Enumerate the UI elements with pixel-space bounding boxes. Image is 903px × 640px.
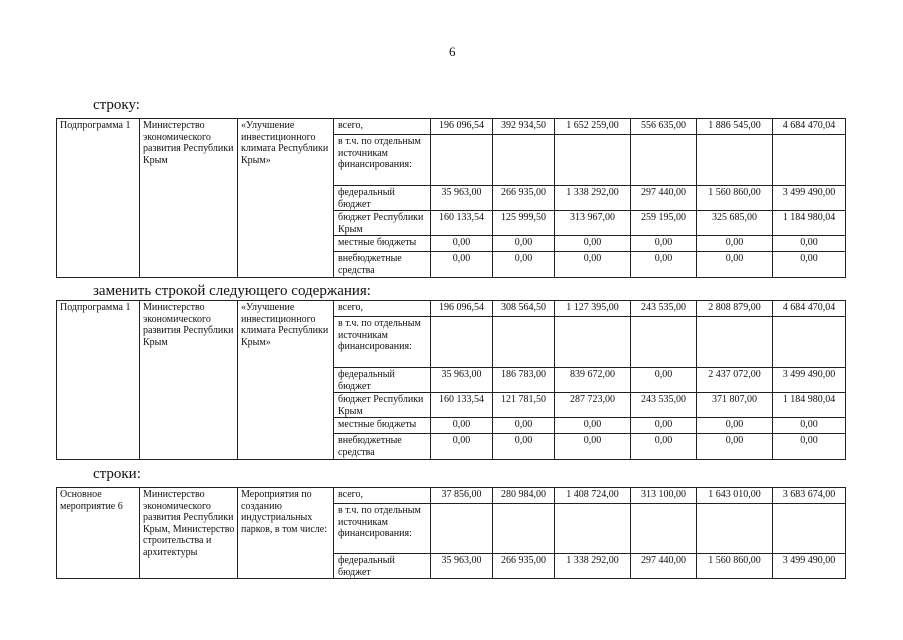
value-cell: 186 783,00 [493,368,555,393]
value-cell: 121 781,50 [493,393,555,418]
value-cell: 125 999,50 [493,211,555,236]
row-label: в т.ч. по отдельным источникам финансирования: [334,504,431,554]
value-cell: 556 635,00 [631,119,697,135]
value-cell [773,504,846,554]
executor-cell: Министерство экономического развития Республики Крым [140,301,238,460]
value-cell: 0,00 [773,434,846,460]
value-cell: 313 100,00 [631,488,697,504]
executor-cell: Министерство экономического развития Республики Крым [140,119,238,278]
program-title-cell: Мероприятия по созданию индустриальных парков, в том числе: [238,488,334,579]
row-label: местные бюджеты [334,418,431,434]
value-cell: 308 564,50 [493,301,555,317]
value-cell: 1 184 980,04 [773,211,846,236]
value-cell: 160 133,54 [431,393,493,418]
value-cell [631,317,697,368]
value-cell: 287 723,00 [555,393,631,418]
row-label: всего, [334,488,431,504]
value-cell: 0,00 [631,434,697,460]
value-cell: 4 684 470,04 [773,119,846,135]
value-cell: 325 685,00 [697,211,773,236]
value-cell [631,504,697,554]
value-cell: 0,00 [493,418,555,434]
value-cell [697,317,773,368]
value-cell: 392 934,50 [493,119,555,135]
value-cell: 297 440,00 [631,554,697,579]
value-cell: 371 807,00 [697,393,773,418]
value-cell: 280 984,00 [493,488,555,504]
section-heading: строку: [93,97,140,113]
value-cell: 1 886 545,00 [697,119,773,135]
value-cell: 196 096,54 [431,119,493,135]
value-cell: 266 935,00 [493,554,555,579]
value-cell: 0,00 [697,434,773,460]
value-cell [493,135,555,186]
value-cell: 0,00 [555,252,631,278]
value-cell: 3 499 490,00 [773,186,846,211]
row-label: федеральный бюджет [334,554,431,579]
value-cell: 0,00 [431,252,493,278]
budget-table [56,300,846,460]
value-cell: 1 338 292,00 [555,554,631,579]
value-cell: 0,00 [697,236,773,252]
value-cell: 0,00 [631,368,697,393]
row-label: федеральный бюджет [334,186,431,211]
value-cell [773,135,846,186]
value-cell [555,135,631,186]
value-cell [493,317,555,368]
value-cell: 35 963,00 [431,554,493,579]
program-title-cell: «Улучшение инвестиционного климата Республики Крым» [238,301,334,460]
row-label: всего, [334,301,431,317]
value-cell: 2 808 879,00 [697,301,773,317]
value-cell: 0,00 [631,418,697,434]
value-cell: 37 856,00 [431,488,493,504]
value-cell: 0,00 [493,434,555,460]
value-cell: 266 935,00 [493,186,555,211]
row-label: всего, [334,119,431,135]
value-cell: 1 560 860,00 [697,554,773,579]
value-cell: 35 963,00 [431,368,493,393]
value-cell: 0,00 [431,434,493,460]
value-cell: 0,00 [431,418,493,434]
value-cell: 3 683 674,00 [773,488,846,504]
value-cell: 0,00 [555,418,631,434]
value-cell [773,317,846,368]
budget-table [56,118,846,278]
value-cell: 0,00 [493,236,555,252]
value-cell: 0,00 [773,252,846,278]
section-heading: строки: [93,466,141,482]
program-name-cell: Основное мероприятие 6 [57,488,140,579]
value-cell: 2 437 072,00 [697,368,773,393]
value-cell: 1 560 860,00 [697,186,773,211]
value-cell: 259 195,00 [631,211,697,236]
row-label: бюджет Республики Крым [334,393,431,418]
value-cell [697,135,773,186]
value-cell: 313 967,00 [555,211,631,236]
row-label: местные бюджеты [334,236,431,252]
value-cell: 1 184 980,04 [773,393,846,418]
value-cell: 160 133,54 [431,211,493,236]
value-cell: 3 499 490,00 [773,368,846,393]
value-cell: 0,00 [697,252,773,278]
page-number: 6 [449,44,456,59]
program-name-cell: Подпрограмма 1 [57,301,140,460]
value-cell [555,317,631,368]
value-cell: 0,00 [631,252,697,278]
value-cell: 243 535,00 [631,301,697,317]
value-cell: 297 440,00 [631,186,697,211]
value-cell: 1 127 395,00 [555,301,631,317]
program-name-cell: Подпрограмма 1 [57,119,140,278]
value-cell: 0,00 [631,236,697,252]
value-cell [493,504,555,554]
value-cell: 4 684 470,04 [773,301,846,317]
value-cell: 0,00 [555,236,631,252]
value-cell: 196 096,54 [431,301,493,317]
section-heading: заменить строкой следующего содержания: [93,283,371,299]
value-cell: 1 652 259,00 [555,119,631,135]
value-cell: 243 535,00 [631,393,697,418]
program-title-cell: «Улучшение инвестиционного климата Республики Крым» [238,119,334,278]
row-label: внебюджетные средства [334,252,431,278]
row-label: федеральный бюджет [334,368,431,393]
value-cell [431,504,493,554]
row-label: в т.ч. по отдельным источникам финансирования: [334,135,431,186]
value-cell: 0,00 [697,418,773,434]
value-cell: 1 408 724,00 [555,488,631,504]
value-cell: 0,00 [493,252,555,278]
value-cell: 1 338 292,00 [555,186,631,211]
row-label: внебюджетные средства [334,434,431,460]
row-label: в т.ч. по отдельным источникам финансирования: [334,317,431,368]
executor-cell: Министерство экономического развития Республики Крым, Министерство строительства и архитектуры [140,488,238,579]
value-cell [697,504,773,554]
value-cell: 0,00 [773,418,846,434]
value-cell: 0,00 [431,236,493,252]
value-cell [431,135,493,186]
value-cell: 839 672,00 [555,368,631,393]
value-cell [555,504,631,554]
value-cell: 35 963,00 [431,186,493,211]
value-cell [431,317,493,368]
value-cell: 1 643 010,00 [697,488,773,504]
value-cell: 0,00 [555,434,631,460]
value-cell: 3 499 490,00 [773,554,846,579]
budget-table [56,487,846,579]
row-label: бюджет Республики Крым [334,211,431,236]
value-cell [631,135,697,186]
value-cell: 0,00 [773,236,846,252]
